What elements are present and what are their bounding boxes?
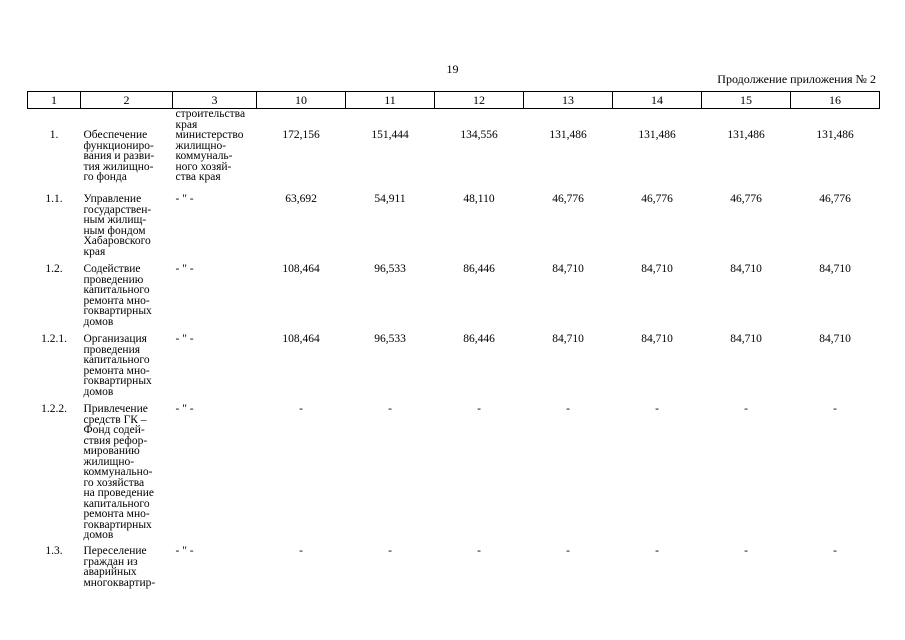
row-name	[81, 194, 173, 264]
value-col-15: -	[744, 403, 748, 415]
table-row	[28, 404, 880, 546]
row-responsible-line: коммуналь-	[175, 150, 233, 162]
value-col-11: 54,911	[374, 193, 406, 205]
row-name-line: го хозяйства	[83, 476, 145, 489]
row-name-line: гоквартирных	[83, 305, 152, 317]
value-col-14: -	[655, 545, 659, 557]
row-responsible-line: - " -	[175, 545, 194, 557]
value-col-10: 108,464	[282, 263, 320, 275]
row-name-line: капитального	[83, 354, 150, 366]
column-header-2: 2	[81, 92, 173, 109]
table-row	[28, 546, 880, 606]
value-col-13: -	[566, 403, 570, 415]
row-name-line: мированию	[83, 445, 140, 457]
row-number: 1.3.	[45, 545, 63, 557]
column-header-1: 1	[28, 92, 81, 109]
value-col-16: 84,710	[819, 263, 851, 275]
row-name-line: государствен-	[83, 203, 152, 216]
row-name	[81, 264, 173, 334]
row-name-line: гоквартирных	[83, 518, 152, 531]
row-responsible-line: ства края	[175, 171, 221, 183]
row-name-line: Привлечение	[83, 403, 148, 415]
row-name	[81, 130, 173, 194]
page-number: 19	[446, 62, 459, 76]
value-col-15: 84,710	[730, 263, 762, 275]
value-col-16: -	[833, 403, 837, 415]
row-name-line: Содействие	[83, 263, 141, 275]
column-header-16: 16	[791, 92, 880, 109]
row-responsible-line: ного хозяй-	[175, 160, 232, 173]
value-col-16: 84,710	[819, 333, 851, 345]
row-responsible-line: - " -	[175, 193, 194, 205]
value-col-15: -	[744, 545, 748, 557]
row-number: 1.1.	[45, 193, 63, 205]
value-col-10: -	[299, 545, 303, 557]
row-responsible	[173, 264, 257, 334]
row-name-line: на проведение	[83, 487, 154, 499]
row-name-line: ремонта мно-	[83, 508, 150, 520]
row-responsible	[173, 546, 257, 606]
value-col-16: 131,486	[816, 129, 854, 141]
row-name-line: Обеспечение	[83, 129, 148, 141]
row-name-line: ным жилищ-	[83, 214, 147, 226]
value-col-13: 84,710	[552, 263, 584, 275]
row-name-line: края	[83, 245, 106, 258]
column-header-15: 15	[702, 92, 791, 109]
value-col-16: 46,776	[819, 193, 851, 205]
row-name-line: домов	[83, 529, 114, 541]
row-name-line: функционирo-	[83, 139, 154, 152]
value-col-10: -	[299, 403, 303, 415]
table-row	[28, 194, 880, 264]
carry-over-row	[28, 109, 880, 131]
value-col-13: -	[566, 545, 570, 557]
row-name-line: ремонта мно-	[83, 364, 150, 377]
column-header-12: 12	[435, 92, 524, 109]
value-col-14: -	[655, 403, 659, 415]
column-header-10: 10	[257, 92, 346, 109]
row-name-line: Фонд содей-	[83, 424, 145, 436]
row-responsible-line: жилищно-	[175, 139, 227, 152]
row-responsible	[173, 130, 257, 194]
row-name-line: ствия рефор-	[83, 434, 148, 447]
value-col-10: 108,464	[282, 333, 320, 345]
value-col-12: 86,446	[463, 333, 495, 345]
table-body	[28, 109, 880, 607]
row-name-line: Хабаровского	[83, 235, 151, 247]
value-col-13: 46,776	[552, 193, 584, 205]
value-col-13: 131,486	[549, 129, 587, 141]
row-number: 1.2.	[45, 263, 63, 275]
row-name-line: многоквартир-	[83, 576, 156, 589]
row-name-line: домов	[83, 315, 114, 328]
row-name	[81, 334, 173, 404]
value-col-13: 84,710	[552, 333, 584, 345]
value-col-12: 86,446	[463, 263, 495, 275]
column-header-14: 14	[613, 92, 702, 109]
row-name-line: ным фондом	[83, 224, 146, 237]
row-name-line: гоквартирных	[83, 375, 152, 387]
row-responsible-line: - " -	[175, 333, 194, 345]
value-col-15: 84,710	[730, 333, 762, 345]
carry-over-line: края	[175, 118, 198, 131]
row-name-line: Переселение	[83, 545, 147, 557]
value-col-12: 48,110	[463, 193, 495, 205]
row-responsible-line: - " -	[175, 263, 194, 275]
column-header-13: 13	[524, 92, 613, 109]
row-name-line: го фонда	[83, 171, 127, 183]
value-col-11: 96,533	[374, 333, 406, 345]
value-col-14: 46,776	[641, 193, 673, 205]
row-name-line: граждан из	[83, 555, 138, 568]
row-name-line: коммунально-	[83, 466, 153, 478]
value-col-14: 131,486	[638, 129, 676, 141]
row-name-line: средств ГК –	[83, 413, 147, 426]
table-row	[28, 334, 880, 404]
value-col-12: 134,556	[460, 129, 498, 141]
value-col-10: 63,692	[285, 193, 317, 205]
value-col-12: -	[477, 545, 481, 557]
carry-over-text	[173, 109, 257, 131]
row-name-line: проведения	[83, 343, 141, 356]
row-name-line: ремонта мно-	[83, 294, 150, 307]
value-col-14: 84,710	[641, 263, 673, 275]
row-name-line: капитального	[83, 284, 150, 296]
row-name-line: Организация	[83, 333, 147, 345]
budget-table	[27, 91, 880, 606]
row-number: 1.	[49, 129, 59, 141]
value-col-14: 84,710	[641, 333, 673, 345]
value-col-16: -	[833, 545, 837, 557]
column-header-3: 3	[173, 92, 257, 109]
table-row	[28, 130, 880, 194]
row-responsible-line: - " -	[175, 403, 194, 415]
value-col-12: -	[477, 403, 481, 415]
value-col-11: 151,444	[371, 129, 409, 141]
row-number: 1.2.1.	[41, 333, 67, 345]
value-col-11: 96,533	[374, 263, 406, 275]
row-name-line: проведению	[83, 273, 144, 286]
row-responsible-line: министерство	[175, 129, 244, 141]
row-name-line: домов	[83, 385, 114, 398]
value-col-15: 46,776	[730, 193, 762, 205]
row-name	[81, 546, 173, 606]
row-name-line: капитального	[83, 497, 150, 510]
value-col-11: -	[388, 403, 392, 415]
row-responsible	[173, 194, 257, 264]
table-row	[28, 264, 880, 334]
row-name-line: тия жилищно-	[83, 160, 154, 173]
value-col-11: -	[388, 545, 392, 557]
row-name-line: вания и разви-	[83, 150, 155, 162]
column-header-row	[28, 92, 880, 109]
row-name-line: жилищно-	[83, 455, 135, 468]
row-number: 1.2.2.	[41, 403, 67, 415]
row-name	[81, 404, 173, 546]
value-col-10: 172,156	[282, 129, 320, 141]
row-responsible	[173, 334, 257, 404]
row-name-line: аварийных	[83, 566, 137, 578]
carry-over-line: строительства	[175, 108, 246, 120]
row-responsible	[173, 404, 257, 546]
value-col-15: 131,486	[727, 129, 765, 141]
row-name-line: Управление	[83, 193, 142, 205]
column-header-11: 11	[346, 92, 435, 109]
continuation-label: Продолжение приложения № 2	[717, 72, 876, 86]
